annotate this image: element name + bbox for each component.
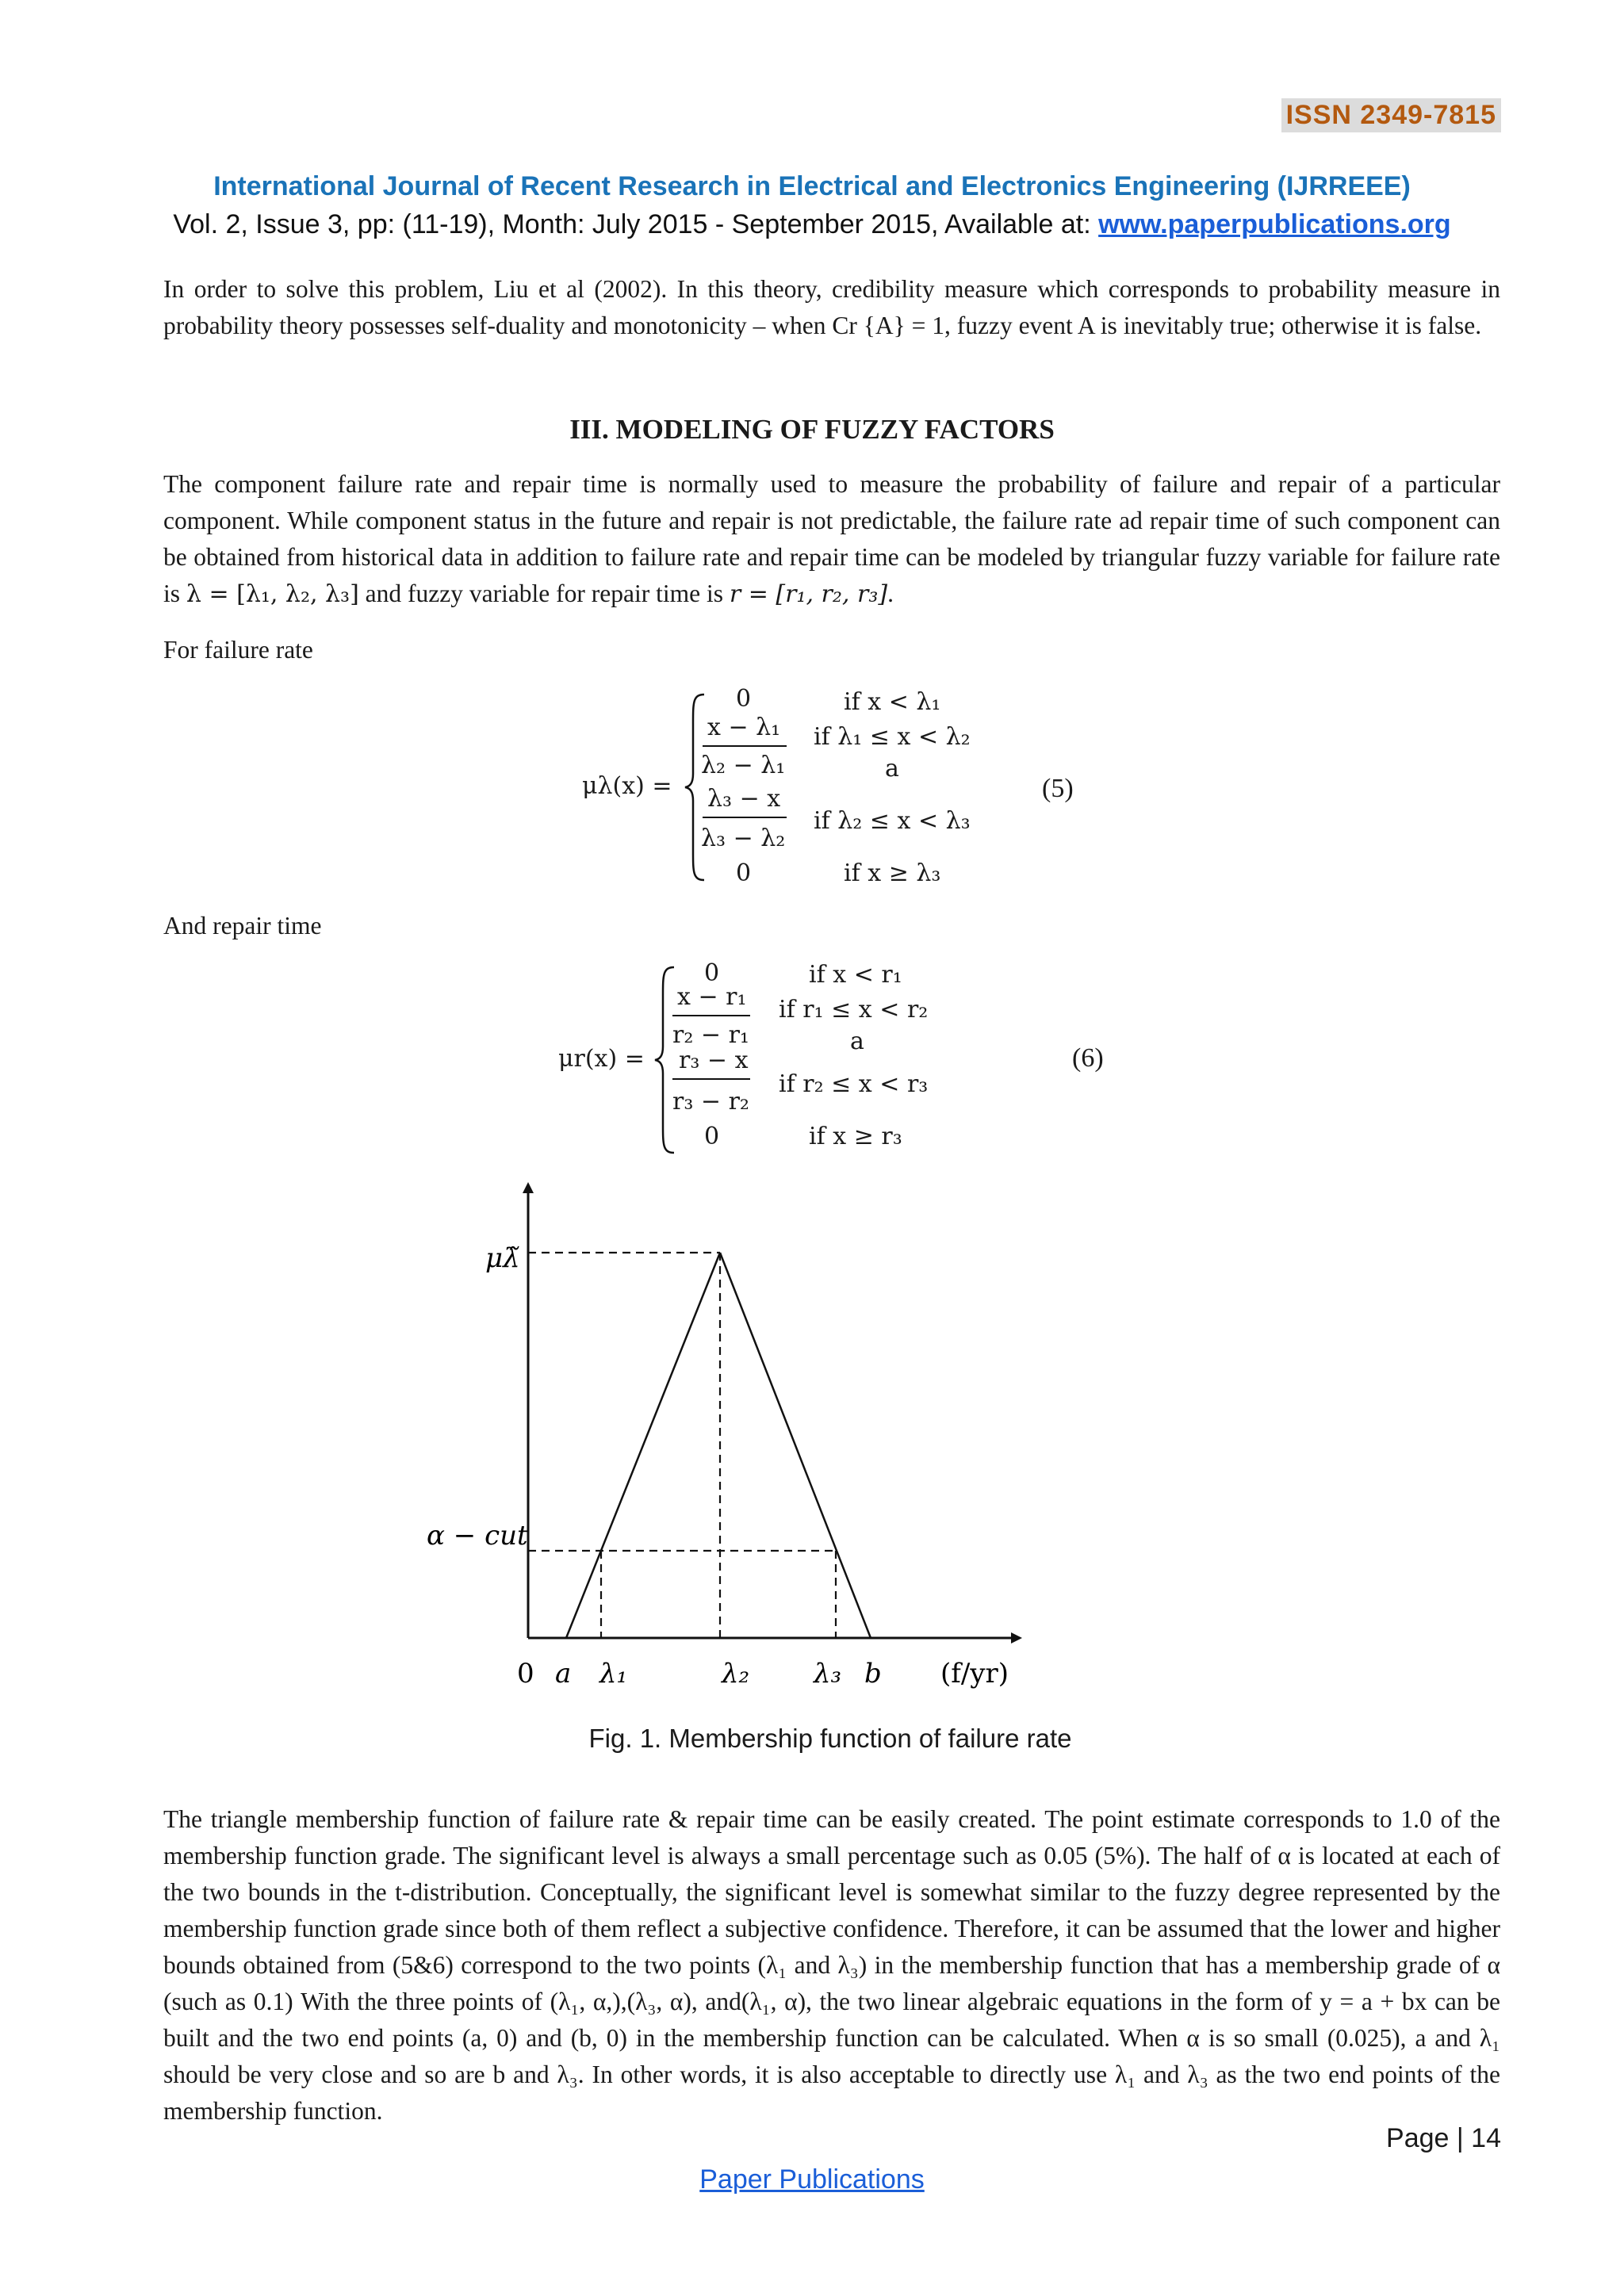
triangle-left-edge [566,1253,720,1638]
repair-time-label: And repair time [163,912,322,939]
unit-label: (f/yr) [940,1658,1009,1689]
mu-lambda-label: μλ̃ [485,1242,520,1274]
a-label: a [555,1658,572,1689]
body-paragraph: The triangle membership function of failure rate & repair time can be easily created. The point estimate corresponds to 1.0 of the membership function grade. The significant level is always a small percentage such as 0.05 (5%). The half of α is located at each of the two bounds in the t-distribution. Conceptually, the significant level is somewhat similar to the fuzzy degree represented by the membership function grade since both of them reflect a subjective confidence. Therefore, it can be assumed that the lower and higher bounds obtained from (5&6) correspond to the two points (λ₁ and λ₃) in the membership function that has a membership grade of α (such as 0.1) With the three points of (λ₁, α,),(λ₃, α), and(λ₁, α), the two linear algebraic equations in the form of y = a + bx can be built and the two end points (a, 0) and (b, 0) in the membership function can be calculated. When α is so small (0.025), a and λ₁ should be very close and so are b and λ₃. In other words, it is also acceptable to directly use λ₁ and λ₃ as the two end points of the membership function. [163,1805,1500,2125]
eq5-case2-condition: if λ₁ ≤ x < λ₂ [814,723,971,751]
journal-title: International Journal of Recent Research in Electrical and Electronics Engineering (IJRREEE) [213,171,1411,201]
eq6-lhs: μr(x) = [558,1045,645,1073]
eq5-number: (5) [1042,774,1074,803]
eq6-case1-condition: if x < r₁ [809,961,902,989]
eq5-case3-numerator: λ₃ − x [707,785,781,813]
alpha-cut-label: α − cut [427,1520,528,1552]
volume-text: Vol. 2, Issue 3, pp: (11-19), Month: July 2015 - September 2015, Available at: [173,209,1099,239]
section-paragraph-end: . [887,580,894,607]
lambda3-label: λ₃ [814,1658,842,1689]
eq6-case1-value: 0 [704,959,720,987]
eq6-case3-denominator: r₃ − r₂ [672,1088,749,1115]
eq5-case2-extra: a [885,755,899,783]
page-number: Page | 14 [1386,2123,1501,2153]
section-paragraph-middle: and fuzzy variable for repair time is [358,580,730,607]
section-heading: III. MODELING OF FUZZY FACTORS [569,414,1055,445]
eq6-case2-numerator: x − r₁ [677,983,747,1011]
b-label: b [864,1658,882,1689]
eq6-case3-numerator: r₃ − x [679,1047,749,1074]
figure-caption: Fig. 1. Membership function of failure rate [588,1724,1072,1753]
publisher-link[interactable]: Paper Publications [699,2164,925,2195]
lambda-expression: λ = [λ₁, λ₂, λ₃] [186,580,359,608]
eq5-case1-value: 0 [736,685,752,713]
eq5-case1-condition: if x < λ₁ [844,688,941,716]
eq5-case4-value: 0 [736,859,752,887]
eq6-case4-condition: if x ≥ r₃ [809,1123,902,1150]
eq6-case3-condition: if r₂ ≤ x < r₃ [779,1070,929,1098]
origin-label: 0 [517,1658,534,1689]
eq6-case2-denominator: r₂ − r₁ [672,1021,749,1049]
lambda1-label: λ₁ [599,1658,628,1689]
eq5-case2-denominator: λ₂ − λ₁ [701,752,786,779]
website-link[interactable]: www.paperpublications.org [1098,209,1451,239]
failure-rate-label: For failure rate [163,636,313,664]
eq5-case4-condition: if x ≥ λ₃ [844,859,941,887]
eq6-case2-extra: a [850,1027,864,1055]
eq5-case3-condition: if λ₂ ≤ x < λ₃ [814,807,971,835]
eq6-case4-value: 0 [704,1123,720,1150]
triangle-right-edge [720,1253,871,1638]
eq5-lhs: μλ(x) = [582,772,672,800]
intro-paragraph: In order to solve this problem, Liu et al (2002). In this theory, credibility measure which corresponds to probability measure in probability theory possesses self-duality and monotonicity – when Cr {A} = 1, fuzzy event A is inevitably true; otherwise it is false. [163,275,1500,339]
section-paragraph-text: The component failure rate and repair time is normally used to measure the probability of failure and repair of a particular component. While component status in the future and repair is not predictable, the failure rate ad repair time of such component can be obtained from historical data in addition to failure rate and repair time can be modeled by triangular fuzzy variable for failure rate is [163,470,1500,607]
eq6-case2-condition: if r₁ ≤ x < r₂ [779,996,929,1024]
r-expression: r = [r₁, r₂, r₃] [729,580,888,608]
eq5-case3-denominator: λ₃ − λ₂ [701,825,786,852]
issn-badge: ISSN 2349-7815 [1281,98,1501,132]
lambda2-label: λ₂ [722,1658,750,1689]
eq5-case2-numerator: x − λ₁ [707,714,781,741]
eq6-number: (6) [1072,1043,1104,1073]
footer-publisher [0,2164,1624,2195]
